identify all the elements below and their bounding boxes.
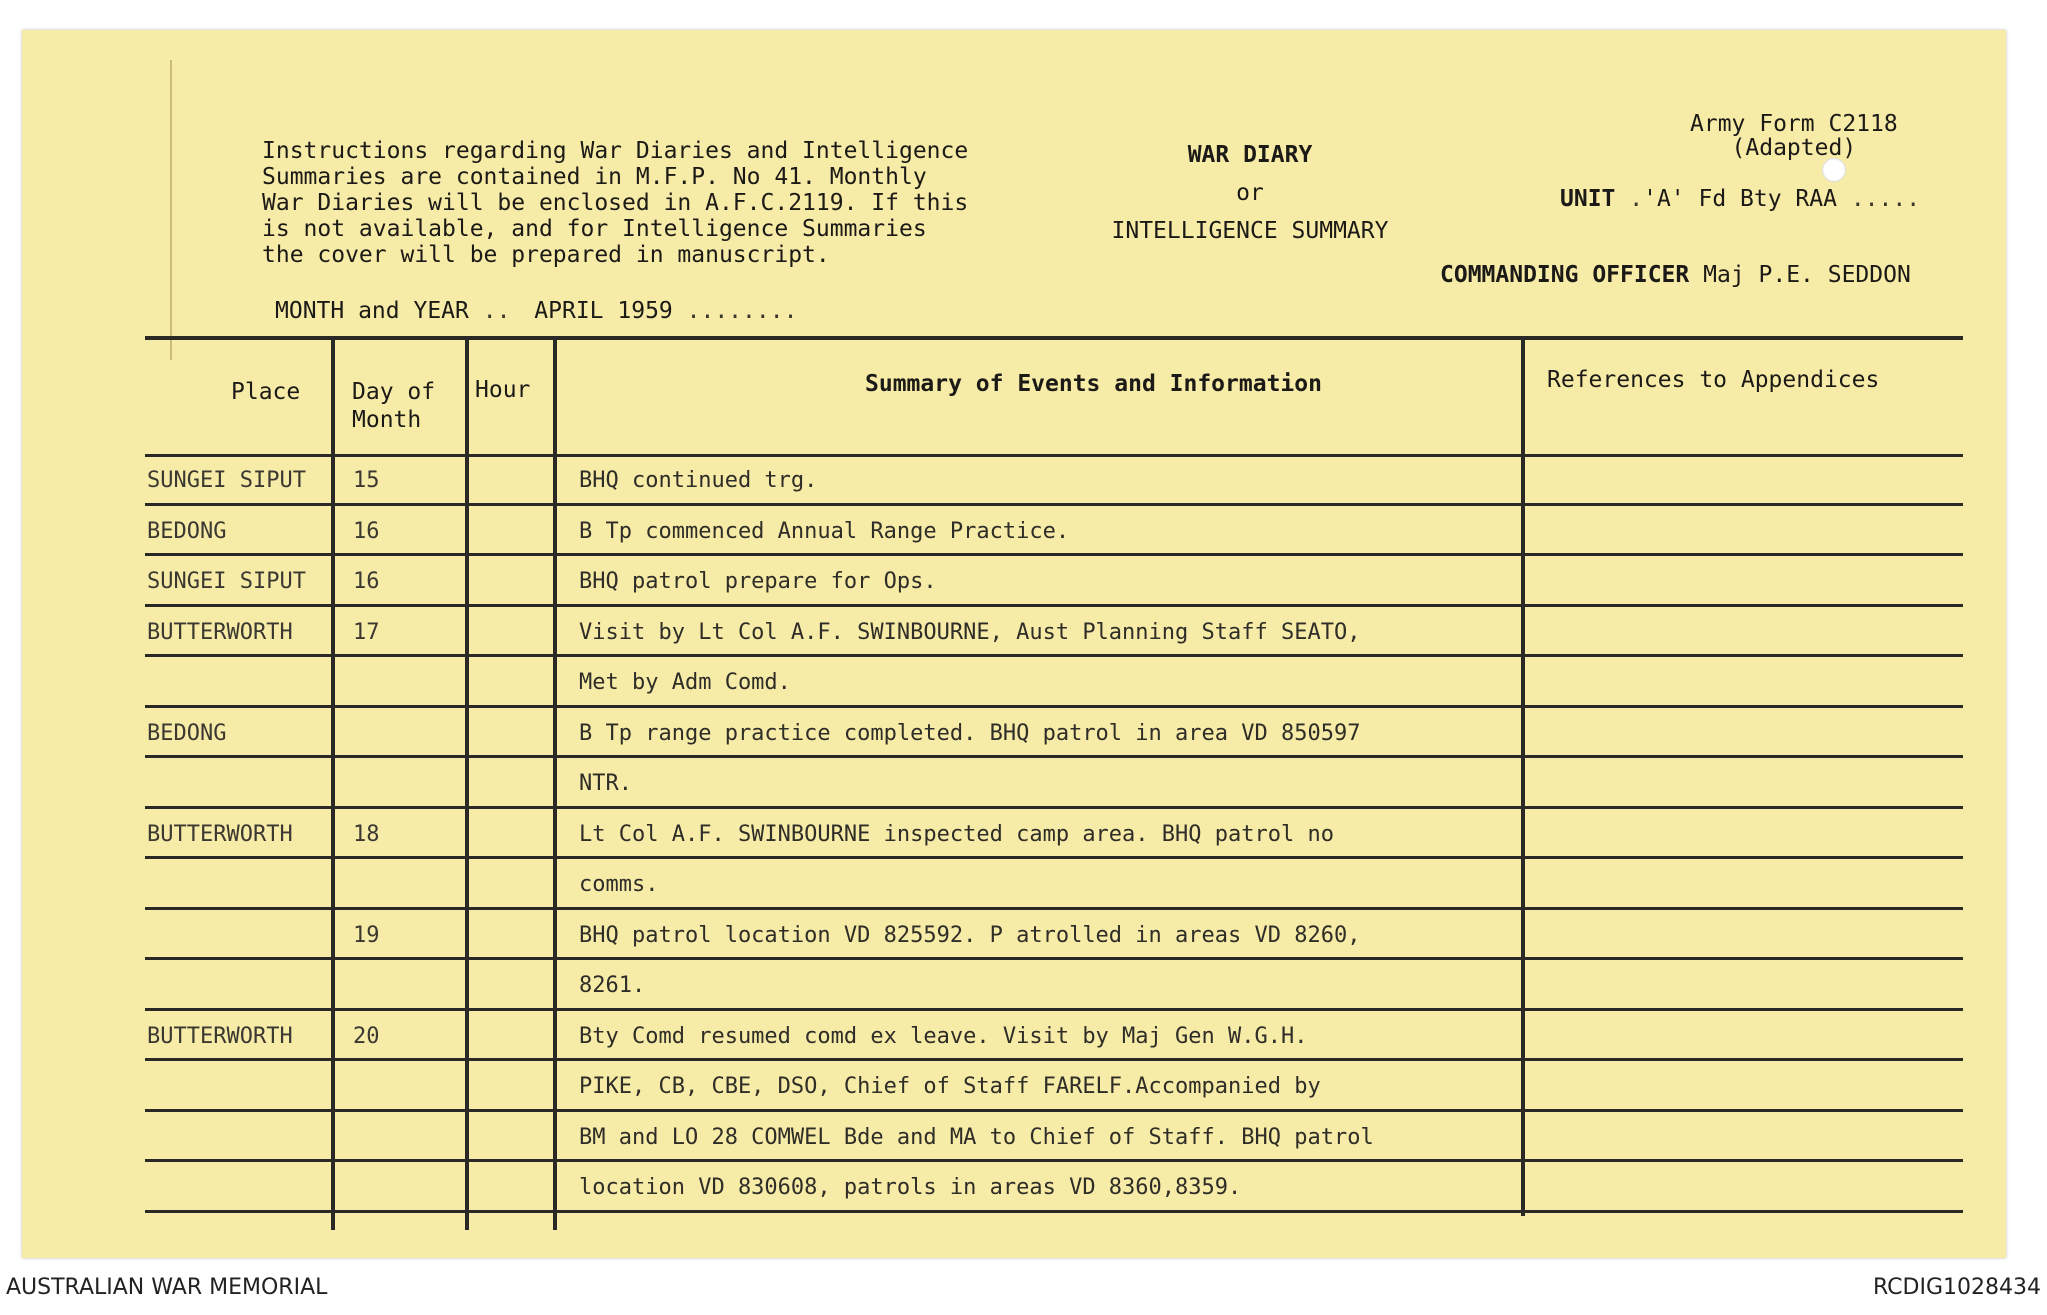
dot-leader: ..: [482, 298, 511, 324]
dot-leader: .: [1629, 186, 1644, 212]
row-rule: [145, 1109, 1963, 1112]
cell-summary: location VD 830608, patrols in areas VD 8360,8359.: [579, 1175, 1242, 1200]
title-intelligence-summary: INTELLIGENCE SUMMARY: [1111, 218, 1389, 244]
cell-day: 18: [353, 821, 380, 847]
cell-summary: B Tp commenced Annual Range Practice.: [579, 518, 1070, 544]
cell-summary: 8261.: [579, 973, 646, 998]
co-value: Maj P.E. SEDDON: [1703, 262, 1911, 288]
row-rule: [145, 1159, 1963, 1162]
dot-leader: ........: [686, 298, 798, 324]
cell-summary: Visit by Lt Col A.F. SWINBOURNE, Aust Planning Staff SEATO,: [579, 619, 1361, 645]
army-form-number: [1690, 112, 1898, 160]
row-rule: [145, 1008, 1963, 1011]
cell-place: SUNGEI SIPUT: [147, 569, 306, 594]
cell-day: 16: [353, 518, 380, 544]
header-hour: Hour: [475, 377, 531, 403]
cell-summary: BM and LO 28 COMWEL Bde and MA to Chief of Staff. BHQ patrol: [579, 1124, 1374, 1150]
unit-label: UNIT: [1560, 186, 1616, 212]
header-rule: [145, 454, 1963, 457]
cell-place: SUNGEI SIPUT: [147, 468, 306, 493]
diary-table: [145, 336, 1963, 1230]
cell-summary: comms.: [579, 872, 659, 897]
archive-footer: [0, 1265, 2047, 1315]
row-rule: [145, 755, 1963, 758]
punch-hole: [1822, 158, 1846, 182]
table-top-rule: [145, 336, 1963, 340]
army-form-label: Army Form C2118: [1690, 111, 1898, 137]
cell-summary: Bty Comd resumed comd ex leave. Visit by Maj Gen W.G.H.: [579, 1023, 1308, 1049]
month-year-line: [275, 298, 797, 324]
unit-value: 'A' Fd Bty RAA: [1643, 186, 1837, 212]
month-year-value: APRIL 1959: [534, 298, 673, 324]
cell-day: 20: [353, 1023, 380, 1049]
cell-place: BEDONG: [147, 720, 227, 746]
cell-place: BUTTERWORTH: [147, 821, 293, 847]
header-references: References to Appendices: [1547, 367, 1880, 393]
header-place: Place: [231, 379, 301, 405]
cell-summary: NTR.: [579, 771, 632, 796]
archive-id: RCDIG1028434: [1872, 1275, 2041, 1300]
cell-summary: BHQ continued trg.: [579, 468, 818, 493]
column-rule-summary: [1521, 336, 1525, 1216]
row-rule: [145, 654, 1963, 657]
cell-summary: PIKE, CB, CBE, DSO, Chief of Staff FARELF.Accompanied by: [579, 1074, 1321, 1099]
commanding-officer-line: [1440, 262, 1911, 288]
row-rule: [145, 705, 1963, 708]
row-rule: [145, 503, 1963, 506]
column-rule-day: [465, 336, 469, 1230]
cell-summary: BHQ patrol prepare for Ops.: [579, 569, 937, 594]
month-year-label: MONTH and YEAR: [275, 298, 469, 324]
adapted-label: (Adapted): [1731, 135, 1857, 161]
instructions-text: Instructions regarding War Diaries and Intelligence Summaries are contained in M.F.P. No 41. Monthly War Diaries will be enclosed in A.F.C.2119. If this is not available, and for Intelligence Summaries the cover will be prepared in manuscript.: [262, 138, 969, 268]
cell-summary: Met by Adm Comd.: [579, 670, 791, 695]
row-rule: [145, 856, 1963, 859]
form-title: [1080, 136, 1420, 250]
row-rule: [145, 604, 1963, 607]
cell-day: 17: [353, 619, 380, 645]
row-rule: [145, 553, 1963, 556]
row-rule: [145, 1058, 1963, 1061]
cell-place: BUTTERWORTH: [147, 1023, 293, 1049]
cell-summary: BHQ patrol location VD 825592. P atrolled in areas VD 8260,: [579, 922, 1361, 948]
title-war-diary: WAR DIARY: [1187, 142, 1313, 168]
cell-place: BUTTERWORTH: [147, 619, 293, 645]
header-summary: Summary of Events and Information: [865, 371, 1322, 397]
cell-place: BEDONG: [147, 518, 227, 544]
row-rule: [145, 1210, 1963, 1213]
unit-line: [1560, 186, 1920, 212]
dot-leader: .....: [1836, 186, 1921, 212]
cell-summary: B Tp range practice completed. BHQ patrol in area VD 850597: [579, 720, 1361, 746]
title-or: or: [1236, 180, 1264, 206]
row-rule: [145, 957, 1963, 960]
row-rule: [145, 907, 1963, 910]
column-rule-place: [331, 336, 335, 1230]
header-day-of-month: Day of Month: [352, 379, 436, 433]
cell-day: 16: [353, 569, 380, 594]
archive-name: AUSTRALIAN WAR MEMORIAL: [6, 1275, 328, 1300]
cell-day: 15: [353, 468, 380, 493]
co-label: COMMANDING OFFICER: [1440, 262, 1690, 288]
cell-summary: Lt Col A.F. SWINBOURNE inspected camp area. BHQ patrol no: [579, 821, 1334, 847]
row-rule: [145, 806, 1963, 809]
paper-fold-mark: [170, 60, 172, 360]
cell-day: 19: [353, 922, 380, 948]
column-rule-hour: [553, 336, 557, 1230]
